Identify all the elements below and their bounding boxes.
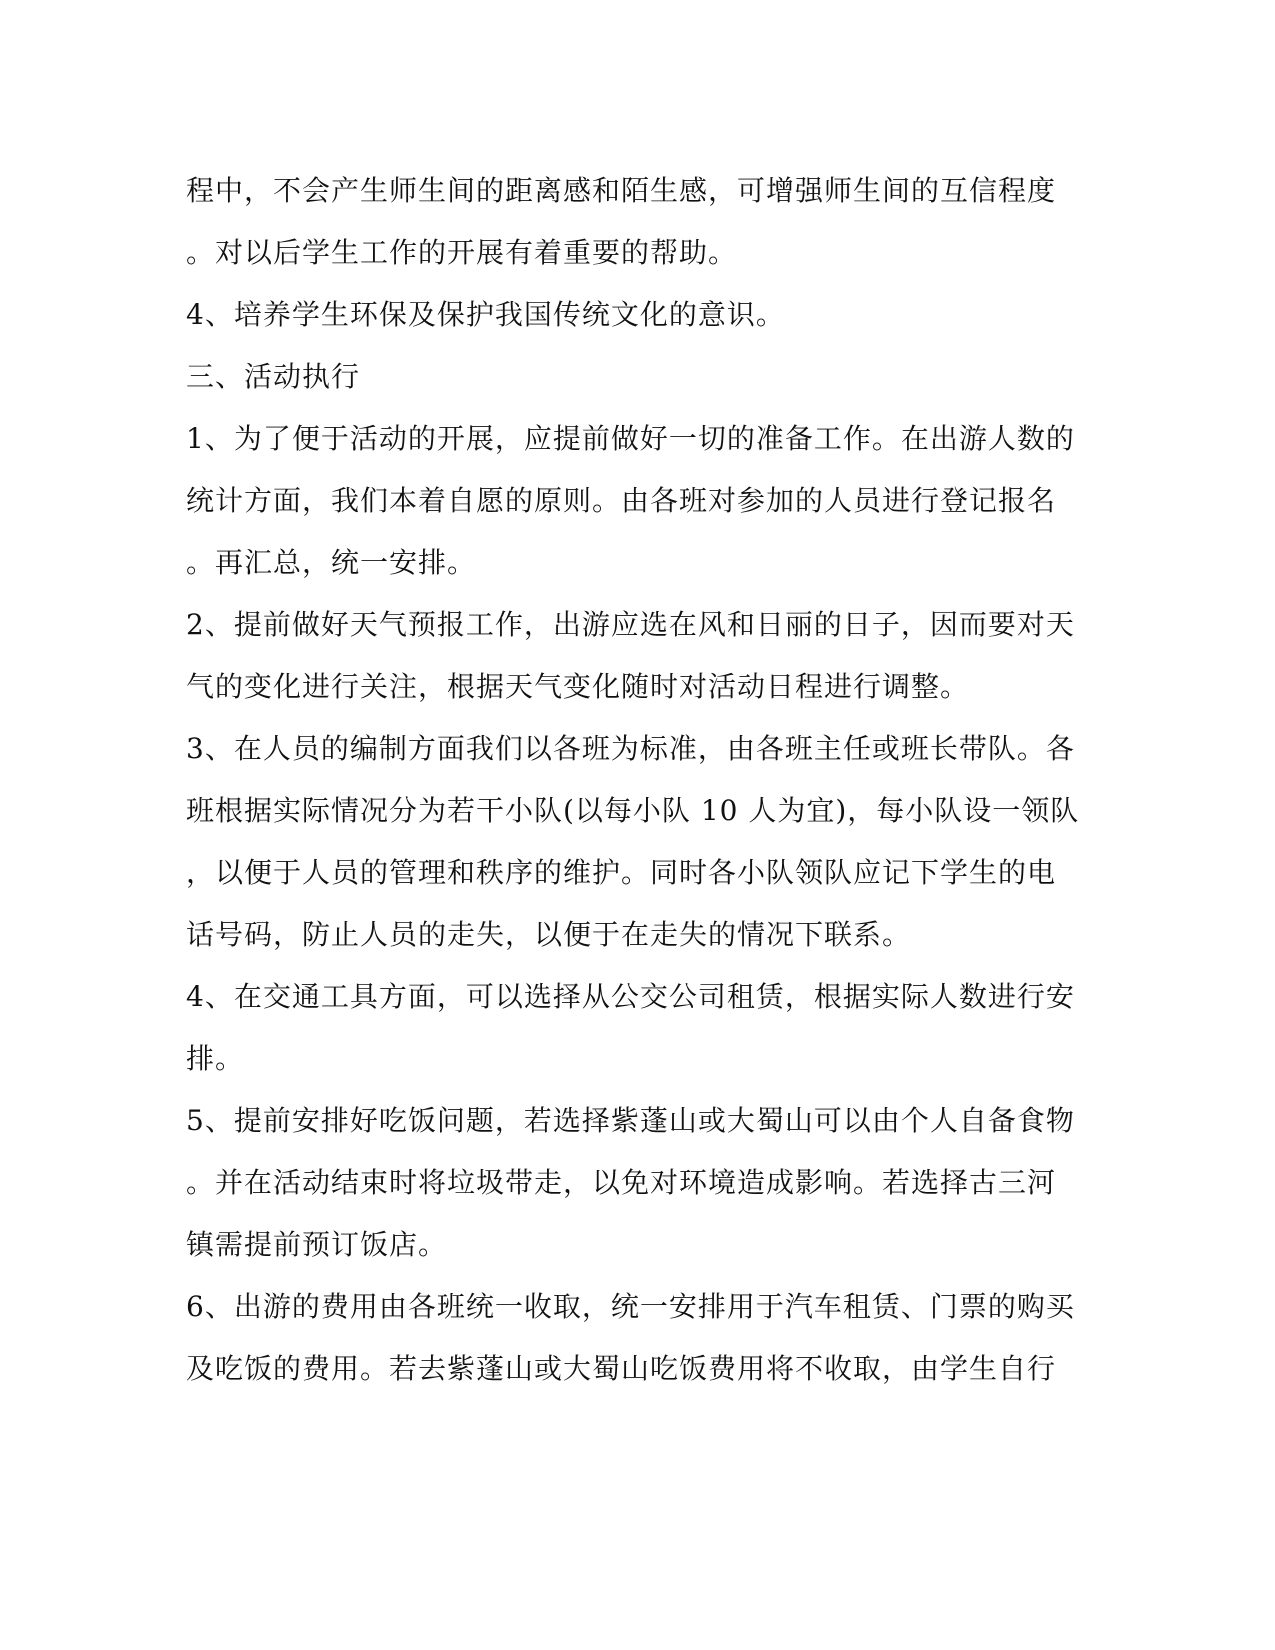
text-line: 。对以后学生工作的开展有着重要的帮助。 xyxy=(186,236,738,269)
text-line: 话号码，防止人员的走失，以便于在走失的情况下联系。 xyxy=(186,918,912,951)
text-line: 1、为了便于活动的开展，应提前做好一切的准备工作。在出游人数的 xyxy=(186,422,1075,455)
text-line: 统计方面，我们本着自愿的原则。由各班对参加的人员进行登记报名 xyxy=(186,484,1057,517)
text-line: 排。 xyxy=(186,1042,245,1075)
text-line: 及吃饭的费用。若去紫蓬山或大蜀山吃饭费用将不收取，由学生自行 xyxy=(186,1352,1057,1385)
document-body xyxy=(186,160,1080,1400)
text-line: 程中，不会产生师生间的距离感和陌生感，可增强师生间的互信程度 xyxy=(186,174,1057,207)
text-line: 班根据实际情况分为若干小队(以每小队 10 人为宜)，每小队设一领队 xyxy=(186,794,1080,827)
text-line: 气的变化进行关注，根据天气变化随时对活动日程进行调整。 xyxy=(186,670,970,703)
text-line: 。并在活动结束时将垃圾带走，以免对环境造成影响。若选择古三河 xyxy=(186,1166,1057,1199)
text-line: 4、培养学生环保及保护我国传统文化的意识。 xyxy=(186,298,785,331)
text-line: 5、提前安排好吃饭问题，若选择紫蓬山或大蜀山可以由个人自备食物 xyxy=(186,1104,1075,1137)
section-heading: 三、活动执行 xyxy=(186,360,361,393)
text-line: 。再汇总，统一安排。 xyxy=(186,546,477,579)
text-line: 6、出游的费用由各班统一收取，统一安排用于汽车租赁、门票的购买 xyxy=(186,1290,1075,1323)
text-line: 2、提前做好天气预报工作，出游应选在风和日丽的日子，因而要对天 xyxy=(186,608,1075,641)
text-line: 4、在交通工具方面，可以选择从公交公司租赁，根据实际人数进行安 xyxy=(186,980,1075,1013)
text-line: 3、在人员的编制方面我们以各班为标准，由各班主任或班长带队。各 xyxy=(186,732,1075,765)
text-line: ，以便于人员的管理和秩序的维护。同时各小队领队应记下学生的电 xyxy=(186,856,1057,889)
text-line: 镇需提前预订饭店。 xyxy=(186,1228,448,1261)
